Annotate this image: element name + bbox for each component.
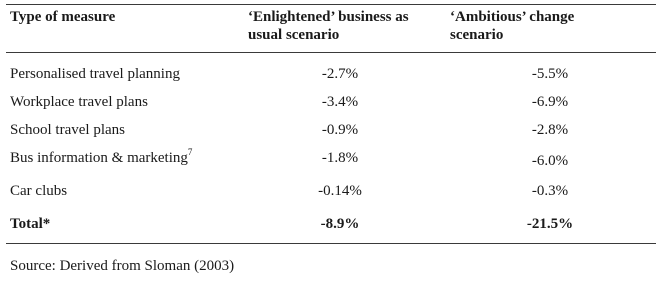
- source-note: Source: Derived from Sloman (2003): [10, 258, 235, 274]
- total-ambitious-value: -21.5%: [526, 216, 574, 232]
- enlightened-value: -0.9%: [321, 122, 359, 138]
- ambitious-value: -2.8%: [531, 122, 569, 138]
- row-label: Personalised travel planning: [10, 66, 180, 82]
- table-top-rule: [6, 4, 656, 5]
- header-ambitious-line2: scenario: [450, 27, 504, 43]
- table-row: [0, 121, 662, 147]
- row-label: School travel plans: [10, 122, 125, 138]
- enlightened-value: -1.8%: [321, 150, 359, 166]
- ambitious-value: -5.5%: [531, 66, 569, 82]
- row-label: Bus information & marketing$^7$: [10, 147, 193, 166]
- row-label: Car clubs: [10, 183, 68, 199]
- header-type-of-measure: Type of measure: [10, 9, 116, 25]
- table-bottom-rule: [6, 243, 656, 244]
- ambitious-value: -6.9%: [531, 94, 569, 110]
- total-label: Total*: [10, 216, 51, 232]
- header-enlightened-line1: ‘Enlightened’ business as: [248, 9, 409, 25]
- table-row: [0, 182, 662, 208]
- table-row: [0, 65, 662, 91]
- row-label: Workplace travel plans: [10, 94, 148, 110]
- enlightened-value: -3.4%: [321, 94, 359, 110]
- table-row: [0, 93, 662, 119]
- header-rule: [6, 52, 656, 53]
- table-row: [0, 149, 662, 175]
- header-enlightened-scenario: [248, 8, 448, 44]
- header-ambitious-scenario: [450, 8, 630, 44]
- ambitious-value: -0.3%: [531, 183, 569, 199]
- total-enlightened-value: -8.9%: [320, 216, 360, 232]
- enlightened-value: -0.14%: [318, 183, 362, 199]
- enlightened-value: -2.7%: [321, 66, 359, 82]
- footnote-marker: 7: [187, 147, 193, 157]
- total-row: [0, 215, 662, 241]
- header-enlightened-line2: usual scenario: [248, 27, 340, 43]
- ambitious-value: -6.0%: [531, 153, 569, 169]
- header-ambitious-line1: ‘Ambitious’ change: [450, 9, 575, 25]
